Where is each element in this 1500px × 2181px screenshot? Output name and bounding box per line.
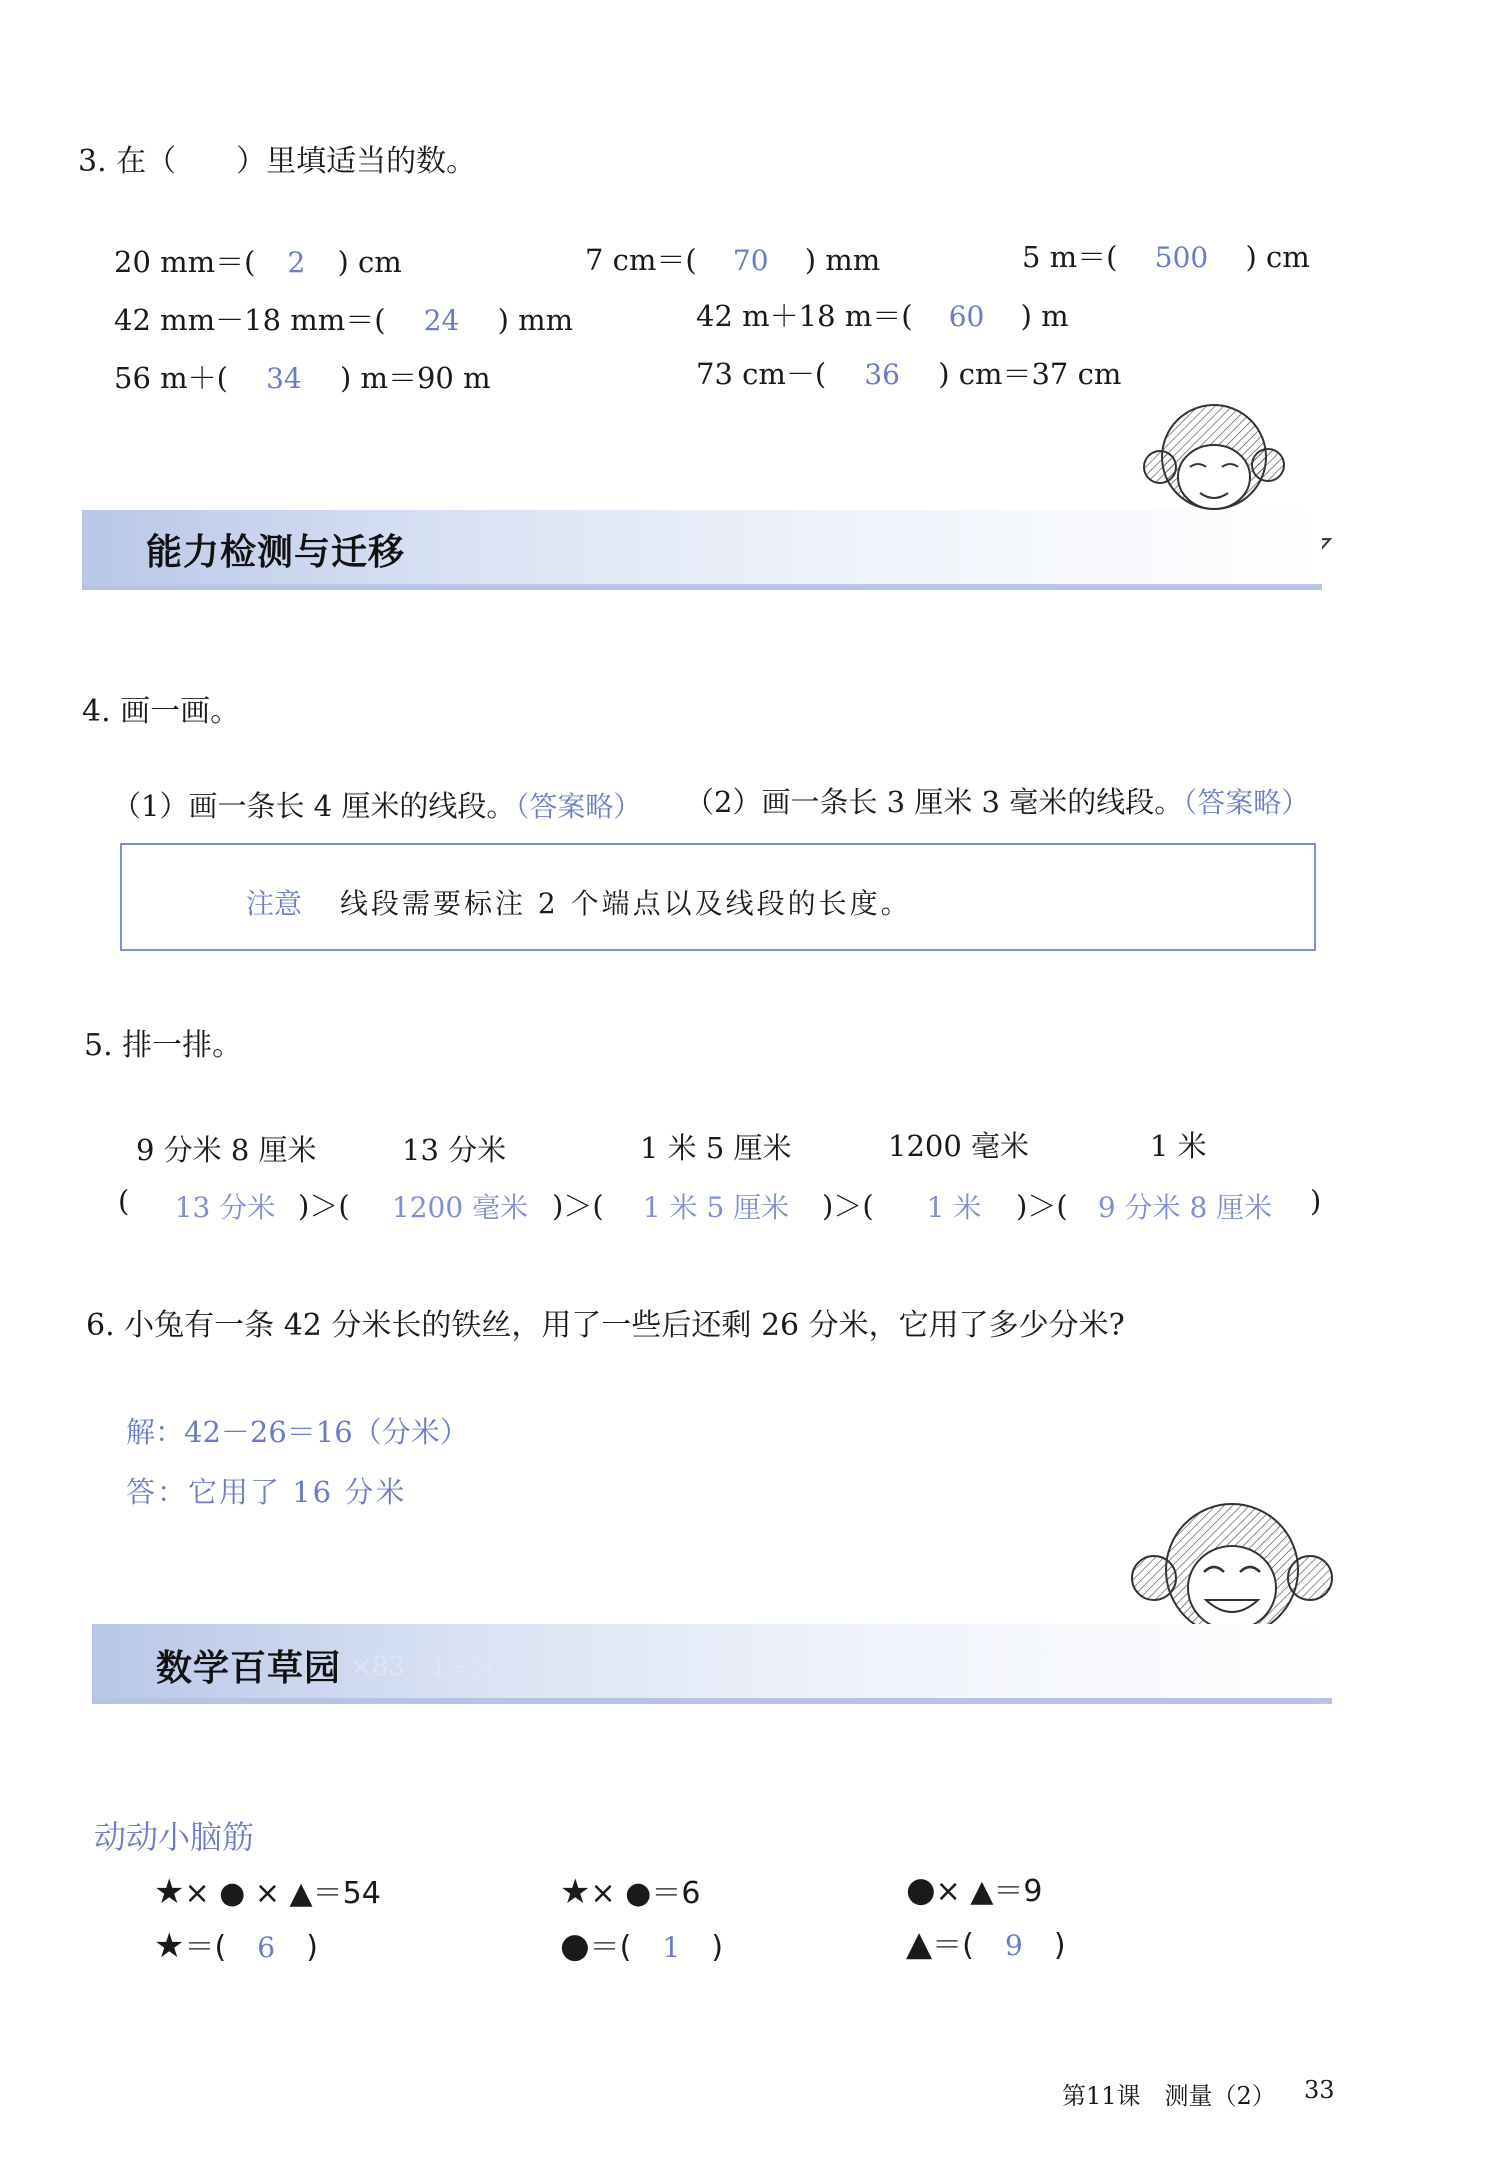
q3-item-2-post: ) mm [804,243,881,277]
q3-item-4-pre: 42 mm－18 mm＝( [114,303,386,337]
triangle-eq-open: ＝( [932,1928,974,1963]
q3-item-3-pre: 5 m＝( [1022,240,1118,274]
q5-item-1: 9 分米 8 厘米 [136,1133,317,1167]
q3-item-7-post: ) cm＝37 cm [938,357,1122,391]
section-title-ability: 能力检测与迁移 [146,532,406,573]
puzzle-eq1-text: × ● × ▲＝54 [184,1876,381,1911]
q5-answer-2: 1200 毫米 [391,1191,529,1224]
circle-eq-open: ＝( [589,1930,632,1965]
q5-open-paren: ( [118,1184,130,1218]
q3-item-4-post: ) mm [497,303,574,337]
q5-answer-4: 1 米 [926,1191,982,1224]
triangle-icon: ▲ [906,1924,933,1964]
puzzle-eq2-text: × ●＝6 [590,1876,701,1911]
q5-answer-5: 9 分米 8 厘米 [1097,1191,1273,1224]
q3-item-5-answer: 60 [948,300,985,333]
puzzle-eq3 [906,1866,1043,1910]
q3-item-1-post: ) cm [337,245,402,279]
q3-item-6 [114,356,491,397]
q3-item-6-post: ) m＝90 m [339,361,491,395]
q3-item-3 [1022,235,1310,276]
circle-eq-close: ) [711,1930,724,1965]
q3-item-5-post: ) m [1020,299,1069,333]
q5-item-5: 1 米 [1150,1129,1207,1163]
puzzle-title: 动动小脑筋 [94,1818,255,1856]
q5-close-paren: ) [1310,1184,1322,1218]
q4-part1-text: （1）画一条长 4 厘米的线段。 [112,789,516,823]
q3-item-7-answer: 36 [864,358,900,391]
note-text: 线段需要标注 2 个端点以及线段的长度。 [340,887,912,920]
q5-title: 5. 排一排。 [84,1028,243,1063]
q5-sep-2: )＞( [552,1189,604,1223]
q3-item-1-pre: 20 mm＝( [114,245,256,279]
q4-part2 [685,780,1309,821]
q3-item-4-answer: 24 [423,304,460,337]
circle-icon: ● [560,1926,590,1966]
q5-item-2: 13 分米 [402,1133,507,1167]
q5-answer-1: 13 分米 [174,1191,276,1224]
section-divider [82,584,1322,590]
q3-item-3-answer: 500 [1154,241,1209,274]
q3-item-2-pre: 7 cm＝( [585,243,697,277]
q3-item-5 [696,294,1069,335]
puzzle-eq1 [154,1868,381,1912]
q3-title: 3. 在（ ）里填适当的数。 [78,144,477,179]
q3-item-1 [114,240,402,281]
q3-item-1-answer: 2 [287,246,306,279]
triangle-eq-close: ) [1053,1928,1066,1963]
circle-answer: 1 [662,1931,681,1964]
q4-part1-answer: （答案略） [515,790,642,823]
q4-part2-answer: （答案略） [1183,786,1310,819]
triangle-answer: 9 [1004,1929,1023,1962]
q5-answer-3: 1 米 5 厘米 [642,1191,790,1224]
star-answer: 6 [257,1931,276,1964]
section-title-math-garden: 数学百草园 [156,1648,342,1689]
puzzle-triangle-value [906,1920,1066,1964]
q5-sep-1: )＞( [298,1189,350,1223]
q5-item-4: 1200 毫米 [888,1129,1030,1163]
star-eq-close: ) [306,1930,318,1965]
q3-item-6-pre: 56 m＋( [114,361,228,395]
q5-item-3: 1 米 5 厘米 [640,1131,792,1165]
q3-item-7 [696,352,1121,393]
star-icon: ★ [560,1872,591,1912]
q3-item-3-post: ) cm [1245,240,1310,274]
puzzle-eq2 [560,1868,700,1912]
footer-lesson: 第11课 测量（2） [1062,2082,1276,2110]
puzzle-eq3-text: × ▲＝9 [935,1874,1043,1909]
star-eq-open: ＝( [184,1930,227,1965]
q6-answer: 答：它用了 16 分米 [126,1475,407,1509]
q3-item-5-pre: 42 m＋18 m＝( [696,299,913,333]
q4-part2-text: （2）画一条长 3 厘米 3 毫米的线段。 [685,785,1184,819]
q4-part1 [112,784,641,825]
q6-solution: 解：42－26＝16（分米） [126,1415,469,1449]
q3-item-7-pre: 73 cm－( [696,357,827,391]
note-label: 注意 [246,887,303,920]
q3-item-2 [585,238,880,279]
circle-icon: ● [906,1870,936,1910]
star-icon: ★ [154,1926,185,1966]
star-icon: ★ [154,1872,185,1912]
section-divider-2 [92,1698,1332,1704]
puzzle-circle-value [560,1922,723,1966]
q3-item-4 [114,298,573,339]
q3-item-6-answer: 34 [266,362,302,395]
q6-title: 6. 小兔有一条 42 分米长的铁丝，用了一些后还剩 26 分米，它用了多少分米? [86,1308,1125,1343]
section-faint-text: ×83 1÷56 [350,1652,503,1682]
q5-sep-3: )＞( [822,1189,874,1223]
q5-sep-4: )＞( [1016,1189,1068,1223]
q3-item-2-answer: 70 [732,244,769,277]
page-number: 33 [1304,2076,1335,2104]
q4-title: 4. 画一画。 [82,694,241,729]
puzzle-star-value [154,1922,318,1966]
